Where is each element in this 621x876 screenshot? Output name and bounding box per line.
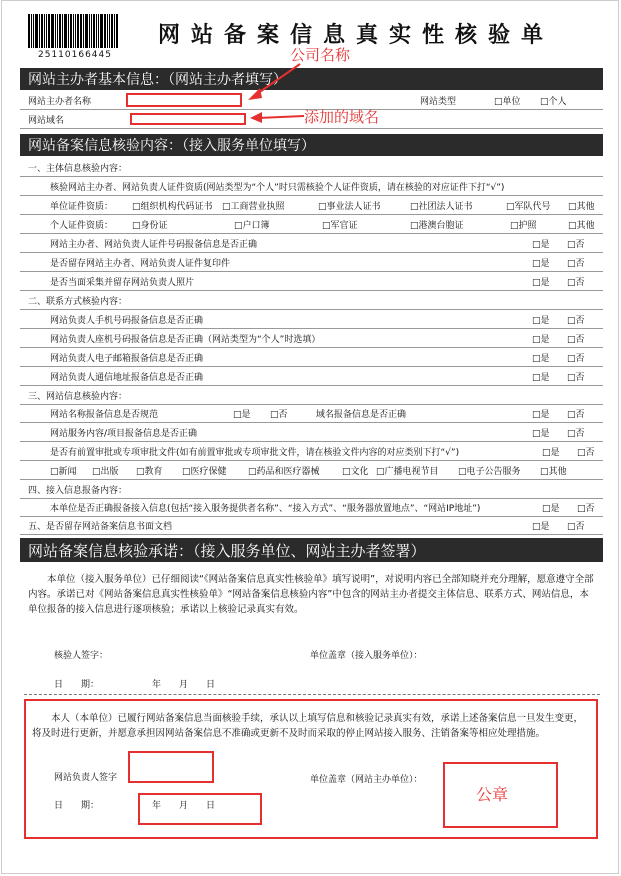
table-row [20,177,603,196]
option-checkbox[interactable]: □事业法人证书 [318,201,381,212]
no-checkbox[interactable]: □否 [567,239,585,250]
row-label: 四、接入信息报备内容： [28,485,128,496]
option-checkbox[interactable]: □教育 [136,466,163,477]
sponsor-seal-label: 单位盖章（网站主办单位）： [310,775,423,785]
yes-checkbox[interactable]: □是 [532,409,550,420]
barcode-number: 25110166445 [38,50,112,60]
table-row [20,461,603,480]
no-checkbox[interactable]: □否 [567,334,585,345]
table-row [20,272,603,291]
arrow-icon [240,56,310,116]
sponsor-commitment: 本人（本单位）已履行网站备案信息当面核验手续，承认以上填写信息和核验记录真实有效，承诺上述备案信息一旦发生变更，将及时进行更新，并愿意承担因网站备案信息不准确或更新不及时而采取的停止网站接入服务、注销备案等相应处理措施。 [32,713,584,739]
row-label: 网站负责人手机号码报备信息是否正确 [50,315,204,326]
table-row [20,253,603,272]
table-row [20,234,603,253]
option-checkbox[interactable]: □军官证 [322,220,358,231]
option-checkbox[interactable]: □组织机构代码证书 [132,201,213,212]
row-label: 网站服务内容/项目报备信息是否正确 [50,428,198,439]
group-heading [20,480,603,499]
table-row [20,442,603,461]
signature-field[interactable] [128,751,214,783]
arrow-icon [248,108,308,124]
group-heading [20,386,603,405]
option-checkbox[interactable]: □其他 [568,201,595,212]
yes-checkbox[interactable]: □是 [532,372,550,383]
form-title: 网站备案信息真实性核验单 [158,23,555,48]
table-row [20,215,603,234]
option-checkbox[interactable]: □广播电视节目 [376,466,439,477]
domain-annotation: 添加的域名 [304,108,380,126]
option-checkbox[interactable]: □港澳台胞证 [410,220,464,231]
row-label: 网站主办者、网站负责人证件号码报备信息是否正确 [50,239,258,250]
row-label: 域名报备信息是否正确 [316,409,407,420]
provider-seal-label: 单位盖章（接入服务单位）： [310,651,423,661]
date-ymd: 年 月 日 [152,801,216,811]
domain-label: 网站域名 [28,116,65,126]
option-checkbox[interactable]: □文化 [342,466,369,477]
yes-checkbox[interactable]: □是 [542,503,560,514]
type-person-checkbox[interactable]: □个人 [540,97,567,107]
no-checkbox[interactable]: □否 [567,372,585,383]
table-row [20,516,603,535]
no-checkbox[interactable]: □否 [567,258,585,269]
date-label: 日 期： [54,680,100,690]
row-label: 单位证件资质： [50,201,114,212]
section3-header: 网站备案信息核验承诺：（接入服务单位、网站主办者签署） [20,538,603,562]
row-label: 是否有前置审批或专项审批文件(如有前置审批或专项审批文件，请在核验文件内容的对应类别下打“√”) [50,447,460,458]
divider [24,694,600,695]
site-type-label: 网站类型 [420,97,457,107]
company-annotation: 公司名称 [290,46,351,64]
option-checkbox[interactable]: □军队代号 [506,201,551,212]
group-heading [20,291,603,310]
seal-annotation: 公章 [476,785,509,804]
option-checkbox[interactable]: □电子公告服务 [458,466,521,477]
yes-checkbox[interactable]: □是 [532,428,550,439]
section2-header: 网站备案信息核验内容：（接入服务单位填写） [20,134,603,156]
row-label: 个人证件资质： [50,220,114,231]
section1-header: 网站主办者基本信息：（网站主办者填写） [20,68,603,90]
row-label: 核验网站主办者、网站负责人证件资质(网站类型为“个人”时只需核验个人证件资质，请在核验的对应证件下打“√”) [50,182,505,193]
barcode [28,14,144,48]
row-label: 是否留存网站主办者、网站负责人证件复印件 [50,258,231,269]
row-label: 网站负责人电子邮箱报备信息是否正确 [50,353,204,364]
no-checkbox[interactable]: □否 [577,447,595,458]
option-checkbox[interactable]: □工商营业执照 [222,201,285,212]
table-row [20,423,603,442]
option-checkbox[interactable]: □其他 [568,220,595,231]
option-checkbox[interactable]: □其他 [540,466,567,477]
no-checkbox[interactable]: □否 [567,428,585,439]
type-unit-checkbox[interactable]: □单位 [494,97,521,107]
date-label: 日 期： [54,801,100,811]
row-label: 二、联系方式核验内容： [28,296,128,307]
table-row [20,310,603,329]
yes-checkbox[interactable]: □是 [532,334,550,345]
provider-commitment: 本单位（接入服务单位）已仔细阅读“《网站备案信息真实性核验单》填写说明”，对说明内容已全部知晓并充分理解，愿意遵守全部内容。承诺已对《网站备案信息真实性核验单》“网站备案信息核验内容”中包含的网站主办者提交主体信息、联系方式、网站信息，本单位报备的接入信息进行逐项核验；承诺以上核验记录真实有效。 [28,574,594,615]
table-row [20,348,603,367]
table-row [20,329,603,348]
date-field[interactable] [138,793,262,825]
domain-field[interactable] [130,113,246,125]
option-checkbox[interactable]: □药品和医疗器械 [248,466,320,477]
company-name-field[interactable] [126,93,242,107]
table-row [20,196,603,215]
yes-checkbox[interactable]: □是 [532,521,550,532]
option-checkbox[interactable]: □社团法人证书 [410,201,473,212]
row-label: 网站负责人通信地址报备信息是否正确 [50,372,204,383]
no-checkbox[interactable]: □否 [567,353,585,364]
table-row [20,498,603,517]
sponsor-name-label: 网站主办者名称 [28,97,92,107]
yes-checkbox[interactable]: □是 [542,447,560,458]
option-checkbox[interactable]: □医疗保健 [182,466,227,477]
option-checkbox[interactable]: □护照 [510,220,537,231]
row-label: 五、是否留存网站备案信息书面文档 [28,521,173,532]
row-label: 网站负责人座机号码报备信息是否正确（网站类型为“个人”时选填） [50,334,321,345]
yes-checkbox[interactable]: □是 [532,277,550,288]
no-checkbox[interactable]: □否 [567,277,585,288]
row-label: 是否当面采集并留存网站负责人照片 [50,277,195,288]
row-label: 网站名称报备信息是否规范 [50,409,159,420]
no-checkbox[interactable]: □否 [567,521,585,532]
table-row [20,404,603,423]
responsible-sign-label: 网站负责人签字 [54,773,118,783]
option-checkbox[interactable]: □否 [270,409,288,420]
date-ymd: 年 月 日 [152,680,216,690]
table-row [20,367,603,386]
option-checkbox[interactable]: □新闻 [50,466,77,477]
group-heading [20,158,603,177]
row-label: 本单位是否正确报备接入信息(包括“接入服务提供者名称”、“接入方式”、“服务器放置地点”、“网站IP地址”) [50,503,481,514]
option-checkbox[interactable]: □是 [233,409,251,420]
no-checkbox[interactable]: □否 [567,409,585,420]
yes-checkbox[interactable]: □是 [532,315,550,326]
no-checkbox[interactable]: □否 [567,315,585,326]
yes-checkbox[interactable]: □是 [532,239,550,250]
yes-checkbox[interactable]: □是 [532,353,550,364]
option-checkbox[interactable]: □出版 [92,466,119,477]
verifier-sign-label: 核验人签字： [54,651,109,661]
row-label: 一、主体信息核验内容： [28,163,128,174]
row-label: 三、网站信息核验内容： [28,391,128,402]
option-checkbox[interactable]: □户口簿 [234,220,270,231]
yes-checkbox[interactable]: □是 [532,258,550,269]
option-checkbox[interactable]: □身份证 [132,220,168,231]
no-checkbox[interactable]: □否 [577,503,595,514]
